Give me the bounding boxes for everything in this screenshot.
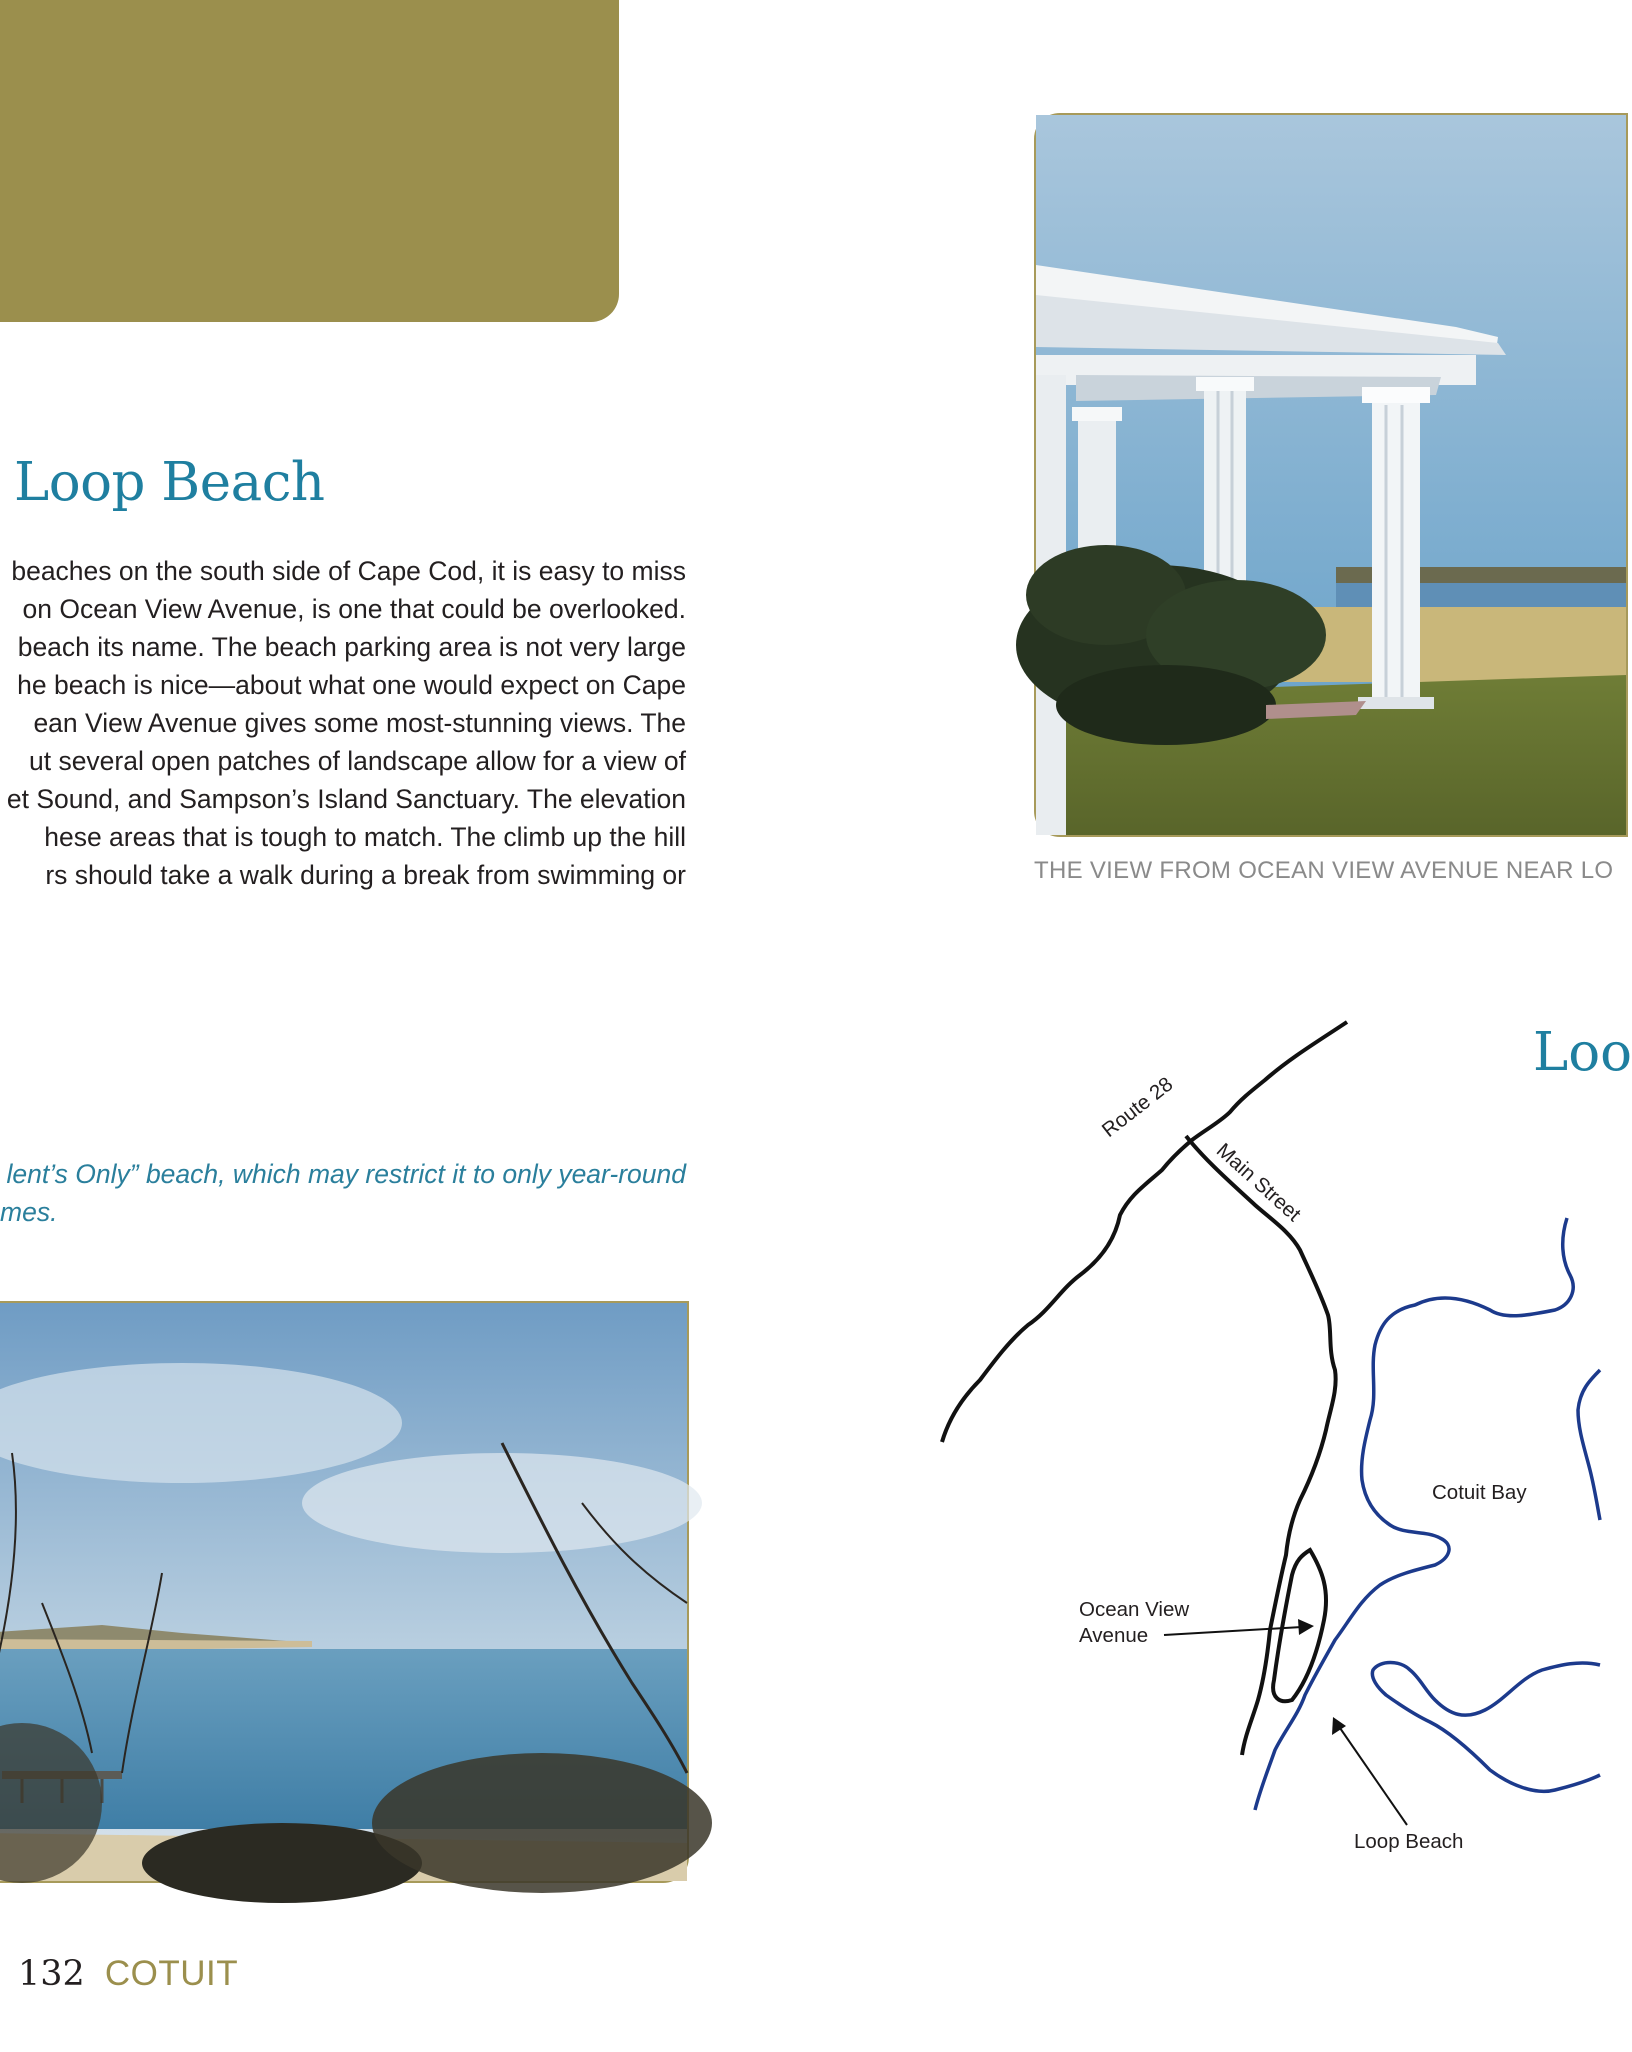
- note-line: mes.: [0, 1197, 58, 1227]
- loop-beach-map: [930, 1010, 1600, 1910]
- body-line: rs should take a walk during a break from swimming or: [45, 860, 686, 890]
- body-line: he beach is nice—about what one would expect on Cape: [17, 670, 686, 700]
- body-line: beaches on the south side of Cape Cod, it is easy to miss: [11, 556, 686, 586]
- map-title: Loo: [1533, 1022, 1632, 1083]
- main-street-label: Main Street: [1211, 1138, 1306, 1226]
- bay-shoreline-lower: [1372, 1663, 1600, 1792]
- body-line: ut several open patches of landscape allow for a view of: [28, 746, 686, 776]
- italic-note: [0, 1155, 686, 1231]
- page-number: 132: [18, 1954, 85, 1994]
- loop-beach-label: Loop Beach: [1354, 1830, 1464, 1853]
- body-line: beach its name. The beach parking area is not very large: [17, 632, 686, 662]
- route-28-label: Route 28: [1097, 1072, 1178, 1142]
- pavilion-photo: [1034, 113, 1628, 837]
- bay-shoreline-east: [1578, 1370, 1600, 1520]
- body-text: [0, 552, 686, 894]
- body-line: ean View Avenue gives some most-stunning views. The: [33, 708, 686, 738]
- ocean-view-avenue-label: [1079, 1597, 1189, 1649]
- body-line: on Ocean View Avenue, is one that could be overlooked.: [22, 594, 686, 624]
- ocean-view-label-line: Ocean View: [1079, 1598, 1190, 1621]
- cotuit-bay-label: Cotuit Bay: [1432, 1481, 1527, 1504]
- bay-photo: [0, 1301, 689, 1883]
- bay-shoreline: [1255, 1218, 1573, 1810]
- olive-header-block: [0, 0, 619, 322]
- avenue-label-line: Avenue: [1079, 1624, 1149, 1647]
- ocean-view-arrow-head: [1298, 1619, 1314, 1635]
- body-line: et Sound, and Sampson’s Island Sanctuary. The elevation: [6, 784, 686, 814]
- note-line: lent’s Only” beach, which may restrict it to only year-round: [6, 1159, 686, 1189]
- body-line: hese areas that is tough to match. The climb up the hill: [44, 822, 686, 852]
- page-folio: [18, 1954, 238, 1994]
- section-heading: Loop Beach: [14, 452, 325, 513]
- photo-caption: THE VIEW FROM OCEAN VIEW AVENUE NEAR LO: [1034, 857, 1614, 884]
- loop-beach-arrow-line: [1340, 1728, 1407, 1825]
- section-name: COTUIT: [104, 1954, 239, 1993]
